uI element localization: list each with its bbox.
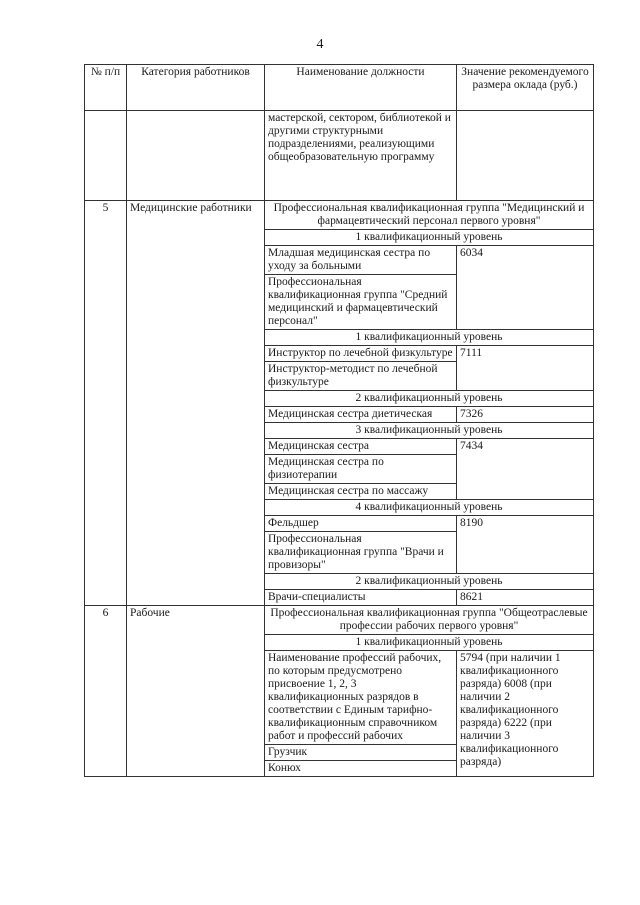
- header-num: № п/п: [85, 65, 127, 111]
- position-cell: Конюх: [265, 761, 457, 777]
- salary-cell: 5794 (при наличии 1 квалификационного разряда) 6008 (при наличии 2 квалификационного разряда) 6222 (при наличии 3 квалификационного разряда): [457, 651, 594, 777]
- position-cell: Врачи-специалисты: [265, 590, 457, 606]
- position-cell: Фельдшер: [265, 516, 457, 532]
- table-row: [85, 111, 594, 201]
- position-cell: Младшая медицинская сестра по уходу за больными: [265, 246, 457, 275]
- salary-cell: 8190: [457, 516, 594, 574]
- table-row: [85, 201, 594, 230]
- level-heading: 2 квалификационный уровень: [265, 391, 594, 407]
- group-heading: Профессиональная квалификационная группа "Общеотраслевые профессии рабочих первого уровня": [265, 606, 594, 635]
- level-heading: 1 квалификационный уровень: [265, 330, 594, 346]
- salary-cell: 7111: [457, 346, 594, 391]
- salary-cell: 7434: [457, 439, 594, 500]
- position-cell: Медицинская сестра по физиотерапии: [265, 455, 457, 484]
- position-cell: Инструктор-методист по лечебной физкультуре: [265, 362, 457, 391]
- category-cell: Медицинские работники: [127, 201, 265, 606]
- salary-cell: 6034: [457, 246, 594, 330]
- level-heading: 2 квалификационный уровень: [265, 574, 594, 590]
- position-cell: Медицинская сестра по массажу: [265, 484, 457, 500]
- header-position: Наименование должности: [265, 65, 457, 111]
- position-cell: мастерской, сектором, библиотекой и другими структурными подразделениями, реализующими общеобразовательную программу: [265, 111, 457, 201]
- page-number: 4: [316, 37, 324, 52]
- row-number: 6: [85, 606, 127, 777]
- salary-cell: 7326: [457, 407, 594, 423]
- salary-table: [84, 64, 594, 777]
- header-category: Категория работников: [127, 65, 265, 111]
- header-row: [85, 65, 594, 111]
- position-cell: Инструктор по лечебной физкультуре: [265, 346, 457, 362]
- level-heading: 4 квалификационный уровень: [265, 500, 594, 516]
- level-heading: 1 квалификационный уровень: [265, 230, 594, 246]
- salary-cell: 8621: [457, 590, 594, 606]
- row-number: 5: [85, 201, 127, 606]
- header-salary: Значение рекомендуемого размера оклада (руб.): [457, 65, 594, 111]
- group-heading: Профессиональная квалификационная группа "Медицинский и фармацевтический персонал первого уровня": [265, 201, 594, 230]
- position-cell: Грузчик: [265, 745, 457, 761]
- group-heading: Профессиональная квалификационная группа "Врачи и провизоры": [265, 532, 457, 574]
- position-cell: Медицинская сестра: [265, 439, 457, 455]
- category-cell: Рабочие: [127, 606, 265, 777]
- position-cell: Медицинская сестра диетическая: [265, 407, 457, 423]
- table-row: [85, 606, 594, 635]
- level-heading: 1 квалификационный уровень: [265, 635, 594, 651]
- position-cell: Наименование профессий рабочих, по которым предусмотрено присвоение 1, 2, 3 квалификационных разрядов в соответствии с Единым тарифно-квалификационным справочником работ и профессий рабочих: [265, 651, 457, 745]
- level-heading: 3 квалификационный уровень: [265, 423, 594, 439]
- group-heading: Профессиональная квалификационная группа "Средний медицинский и фармацевтический персонал": [265, 275, 457, 330]
